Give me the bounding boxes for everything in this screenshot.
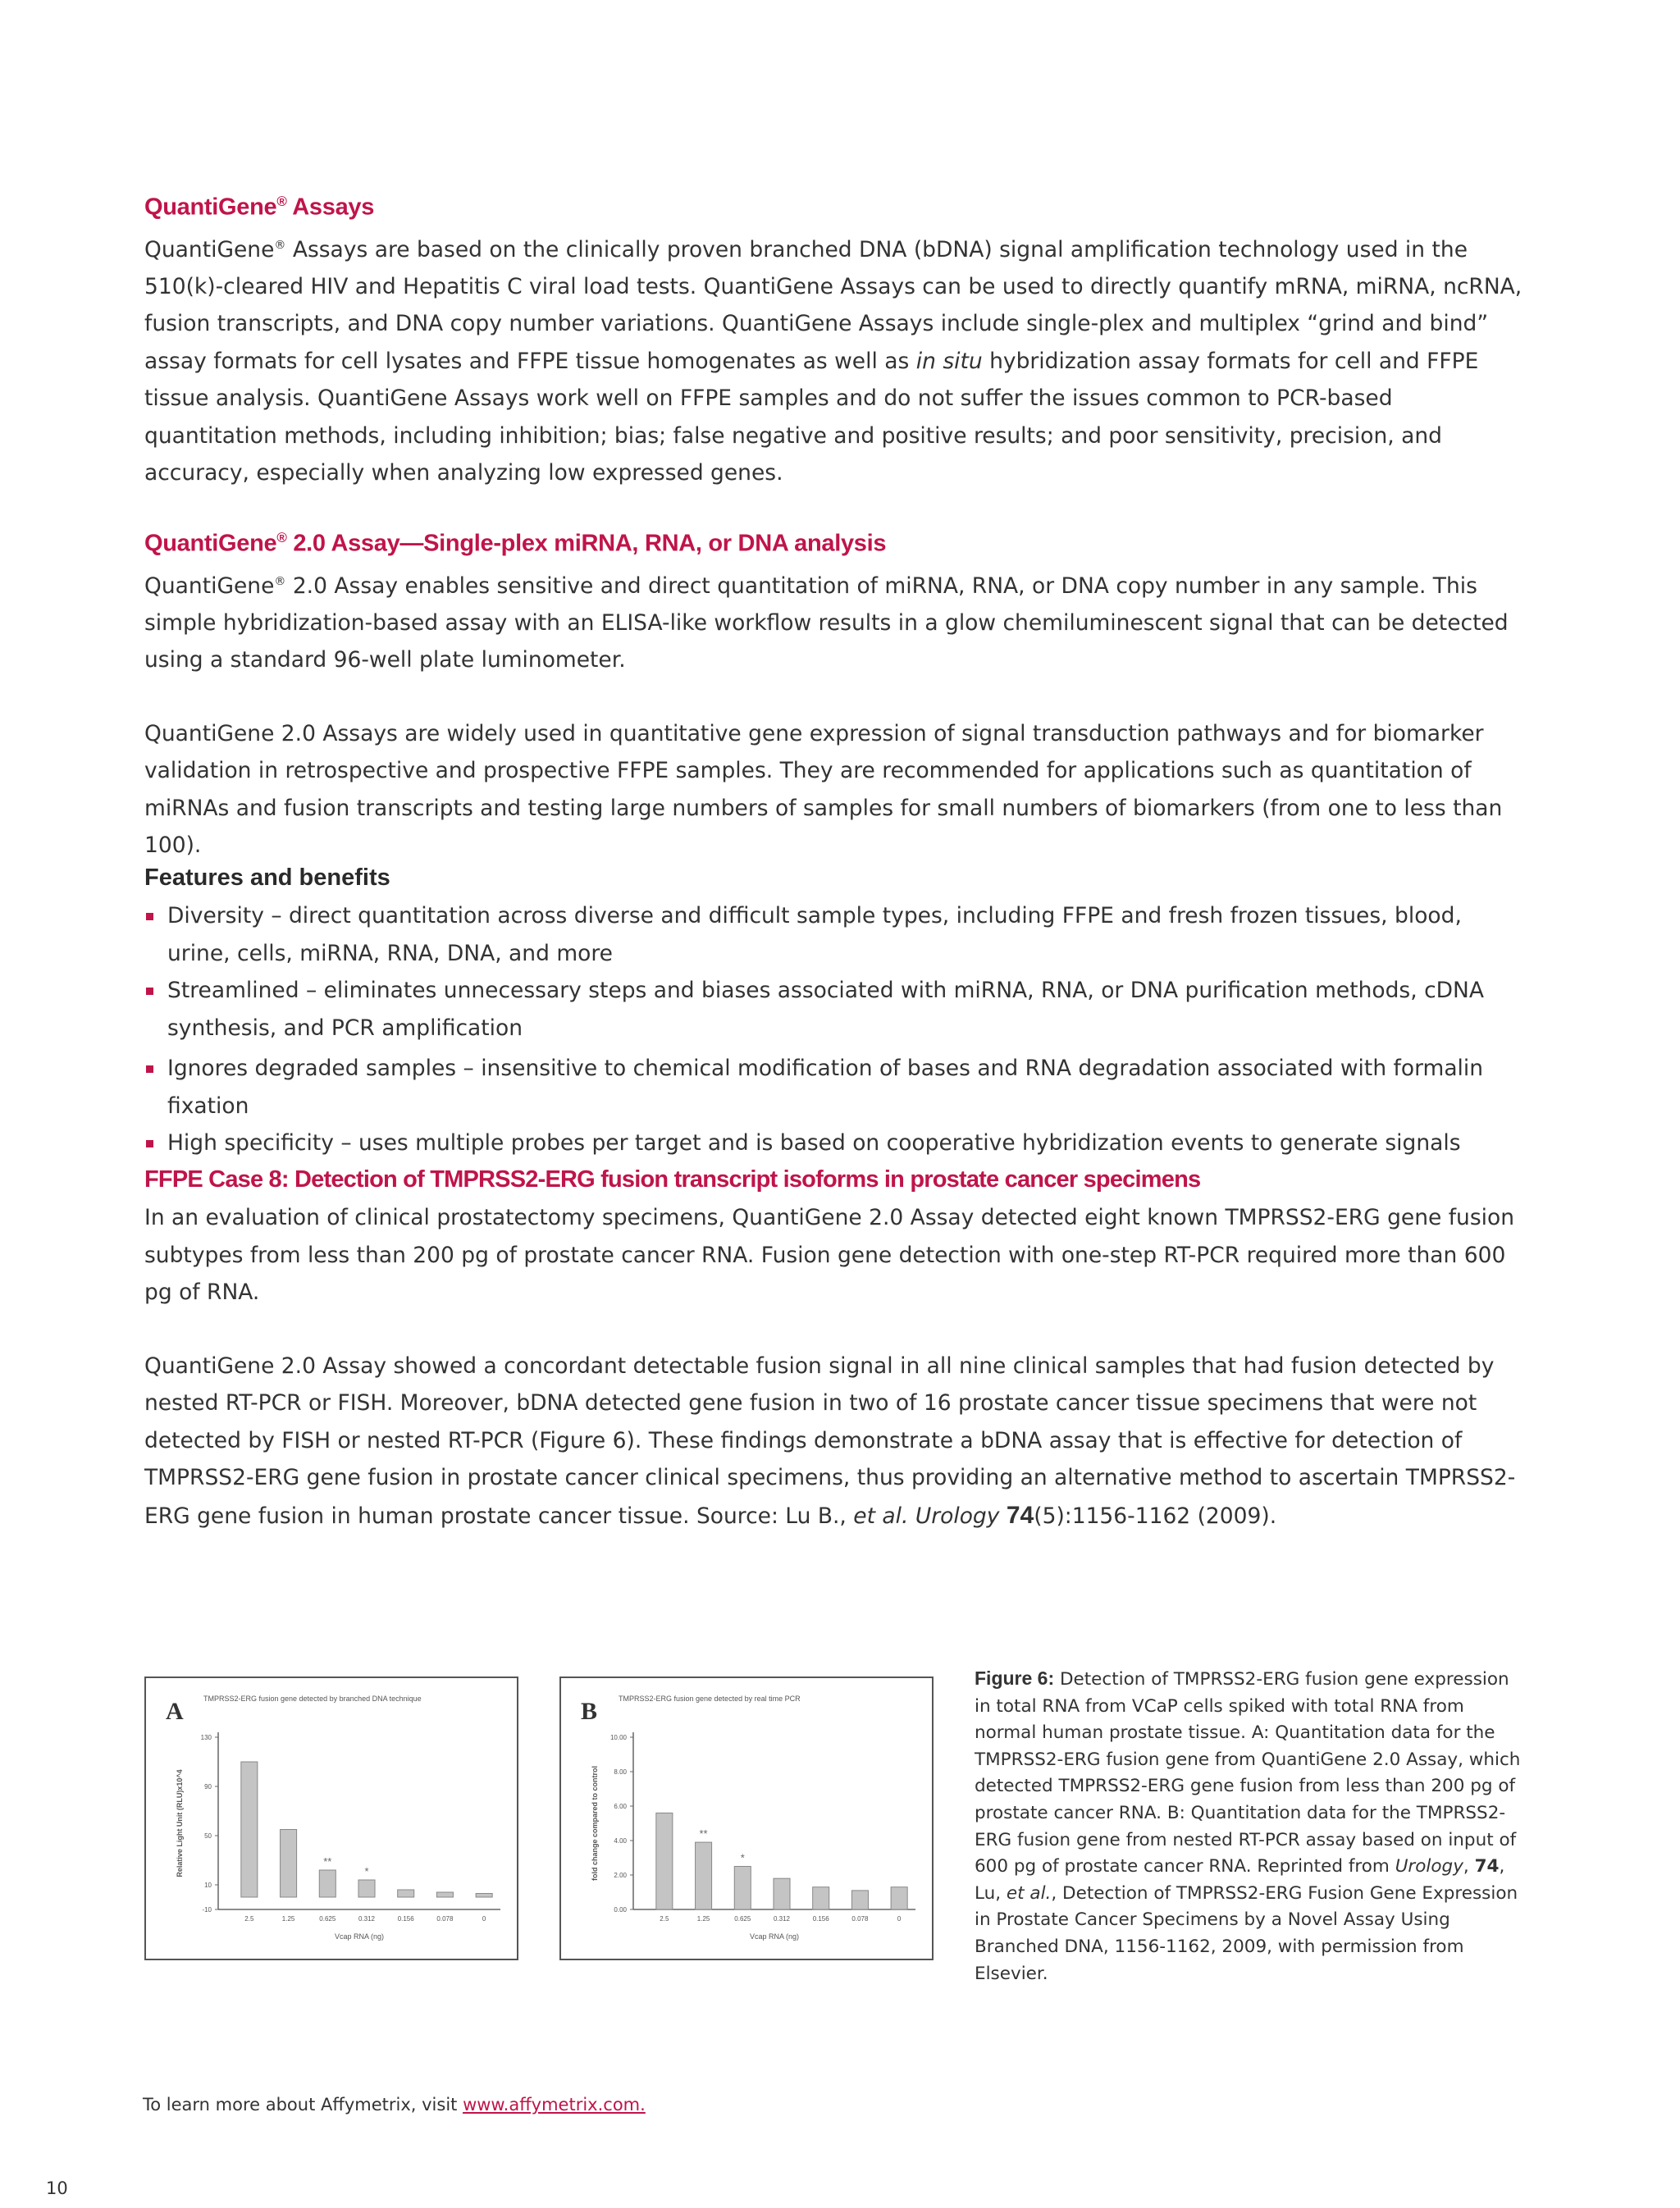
bullet-icon xyxy=(146,988,153,995)
bar xyxy=(476,1894,492,1898)
figure-caption: Figure 6: Detection of TMPRSS2-ERG fusion gene expression in total RNA from VCaP cells spiked with total RNA from normal human prostate tissue. A: Quantitation data for the TMPRSS2-ERG fusion gene from QuantiGene 2.0 Assay, which detected TMPRSS2-ERG gene fusion from less than 200 pg of prostate cancer RNA. B: Quantitation data for the TMPRSS2-ERG fusion gene from nested RT-PCR assay based on input of 600 pg of prostate cancer RNA. Reprinted from Urology, 74, Lu, et al., Detection of TMPRSS2-ERG Fusion Gene Expression in Prostate Cancer Specimens by a Novel Assay Using Branched DNA, 1156-1162, 2009, with permission from Elsevier. xyxy=(975,1667,1521,1984)
y-tick-label: 10.00 xyxy=(609,1734,627,1741)
panel-letter: B xyxy=(581,1698,598,1725)
x-tick-label: 0.312 xyxy=(773,1915,791,1923)
bar xyxy=(813,1887,829,1909)
x-tick-label: 0.156 xyxy=(397,1915,414,1923)
bullet-icon xyxy=(146,1140,153,1147)
bar xyxy=(319,1870,336,1897)
x-tick-label: 2.5 xyxy=(660,1915,669,1923)
paragraph: In an evaluation of clinical prostatectomy specimens, QuantiGene 2.0 Assay detected eight known TMPRSS2-ERG gene fusion subtypes from less than 200 pg of prostate cancer RNA. Fusion gene detection with one-step RT-PCR required more than 600 pg of RNA. xyxy=(144,1205,1515,1305)
bar xyxy=(358,1880,375,1897)
page-number: 10 xyxy=(46,2178,68,2198)
y-tick-label: -10 xyxy=(202,1906,212,1914)
x-tick-label: 2.5 xyxy=(244,1915,254,1923)
section-heading: QuantiGene® 2.0 Assay—Single-plex miRNA, RNA, or DNA analysis xyxy=(144,530,887,557)
bar xyxy=(281,1830,297,1898)
figure-6a xyxy=(144,1677,518,1960)
paragraph: QuantiGene 2.0 Assays are widely used in quantitative gene expression of signal transduction pathways and for biomarker validation in retrospective and prospective FFPE samples. They are recommended for applications such as quantitation of miRNAs and fusion transcripts and testing large numbers of samples for small numbers of biomarkers (from one to less than 100). xyxy=(144,720,1503,859)
bar xyxy=(696,1842,712,1909)
x-tick-label: 0.625 xyxy=(734,1915,751,1923)
affymetrix-link[interactable]: www.affymetrix.com. xyxy=(463,2095,646,2114)
bar xyxy=(734,1867,751,1910)
bullet-icon xyxy=(146,1065,153,1073)
footer: To learn more about Affymetrix, visit www.affymetrix.com. xyxy=(143,2095,646,2114)
figure-6b xyxy=(559,1677,934,1960)
chart-b xyxy=(561,1678,932,1959)
bar xyxy=(851,1891,868,1909)
y-tick-label: 6.00 xyxy=(614,1803,627,1810)
section-features xyxy=(144,861,1522,1162)
paragraph: QuantiGene® 2.0 Assay enables sensitive and direct quantitation of miRNA, RNA, or DNA copy number in any sample. This simple hybridization-based assay with an ELISA-like workflow results in a glow chemiluminescent signal that can be detected using a standard 96-well plate luminometer. xyxy=(144,573,1509,673)
significance-label: ** xyxy=(699,1827,708,1841)
x-tick-label: 0.156 xyxy=(812,1915,829,1923)
x-tick-label: 0 xyxy=(897,1915,902,1923)
list-item: Streamlined – eliminates unnecessary steps and biases associated with miRNA, RNA, or DNA purification methods, cDNA synthesis, and PCR amplification xyxy=(144,972,1522,1047)
x-tick-label: 0.078 xyxy=(851,1915,869,1923)
chart-a xyxy=(146,1678,517,1959)
significance-label: * xyxy=(740,1851,745,1864)
significance-label: ** xyxy=(323,1855,332,1868)
y-tick-label: 8.00 xyxy=(614,1768,627,1776)
paragraph: QuantiGene 2.0 Assay showed a concordant detectable fusion signal in all nine clinical samples that had fusion detected by nested RT-PCR or FISH. Moreover, bDNA detected gene fusion in two of 16 prostate cancer tissue specimens that were not detected by FISH or nested RT-PCR (Figure 6). These findings demonstrate a bDNA assay that is effective for detection of TMPRSS2-ERG gene fusion in prostate cancer clinical specimens, thus providing an alternative method to ascertain TMPRSS2-ERG gene fusion in human prostate cancer tissue. Source: Lu B., et al. Urology 74(5):1156-1162 (2009). xyxy=(144,1353,1516,1529)
x-tick-label: 1.25 xyxy=(696,1915,710,1923)
panel-letter: A xyxy=(166,1698,184,1725)
list-item: High specificity – uses multiple probes per target and is based on cooperative hybridization events to generate signals xyxy=(144,1125,1522,1162)
x-axis-label: Vcap RNA (ng) xyxy=(749,1932,800,1941)
bullet-icon xyxy=(146,913,153,920)
x-axis-label: Vcap RNA (ng) xyxy=(334,1932,385,1941)
y-tick-label: 2.00 xyxy=(614,1872,627,1879)
x-tick-label: 1.25 xyxy=(281,1915,295,1923)
y-tick-label: 130 xyxy=(200,1734,212,1741)
chart-title: TMPRSS2-ERG fusion gene detected by branched DNA technique xyxy=(203,1695,422,1703)
list-item: Diversity – direct quantitation across diverse and difficult sample types, including FFPE and fresh frozen tissues, blood, urine, cells, miRNA, RNA, DNA, and more xyxy=(144,897,1522,972)
significance-label: * xyxy=(364,1865,369,1877)
list-item: Ignores degraded samples – insensitive to chemical modification of bases and RNA degradation associated with formalin fixation xyxy=(144,1050,1522,1125)
y-axis-label: fold change compared to control xyxy=(591,1765,599,1882)
y-tick-label: 90 xyxy=(204,1783,212,1791)
bar xyxy=(398,1890,414,1897)
x-tick-label: 0.625 xyxy=(319,1915,336,1923)
bar xyxy=(436,1892,453,1897)
features-list xyxy=(144,897,1522,1162)
y-tick-label: 10 xyxy=(204,1882,212,1889)
section-quantigene-2-assay xyxy=(144,522,1522,864)
bar xyxy=(774,1878,790,1909)
y-tick-label: 0.00 xyxy=(614,1906,627,1914)
bar xyxy=(241,1762,258,1897)
chart-title: TMPRSS2-ERG fusion gene detected by real time PCR xyxy=(619,1695,801,1703)
section-heading: FFPE Case 8: Detection of TMPRSS2-ERG fusion transcript isoforms in prostate cancer specimens xyxy=(144,1166,1201,1193)
section-heading: QuantiGene® Assays xyxy=(144,194,375,221)
section-ffpe-case-8 xyxy=(144,1163,1522,1535)
features-heading: Features and benefits xyxy=(144,864,390,891)
y-tick-label: 50 xyxy=(204,1832,212,1840)
y-axis-label: Relative Light Unit (RLU)x10^4 xyxy=(176,1769,184,1877)
paragraph: QuantiGene® Assays are based on the clinically proven branched DNA (bDNA) signal amplification technology used in the 510(k)-cleared HIV and Hepatitis C viral load tests. QuantiGene Assays can be used to directly quantify mRNA, miRNA, ncRNA, fusion transcripts, and DNA copy number variations. QuantiGene Assays include single-plex and multiplex “grind and bind” assay formats for cell lysates and FFPE tissue homogenates as well as in situ hybridization assay formats for cell and FFPE tissue analysis. QuantiGene Assays work well on FFPE samples and do not suffer the issues common to PCR-based quantitation methods, including inhibition; bias; false negative and positive results; and poor sensitivity, precision, and accuracy, especially when analyzing low expressed genes. xyxy=(144,236,1522,486)
bar xyxy=(891,1887,907,1909)
x-tick-label: 0.312 xyxy=(358,1915,376,1923)
x-tick-label: 0.078 xyxy=(436,1915,454,1923)
bar xyxy=(656,1813,673,1909)
section-quantigene-assays xyxy=(144,185,1522,492)
x-tick-label: 0 xyxy=(482,1915,486,1923)
y-tick-label: 4.00 xyxy=(614,1837,627,1845)
